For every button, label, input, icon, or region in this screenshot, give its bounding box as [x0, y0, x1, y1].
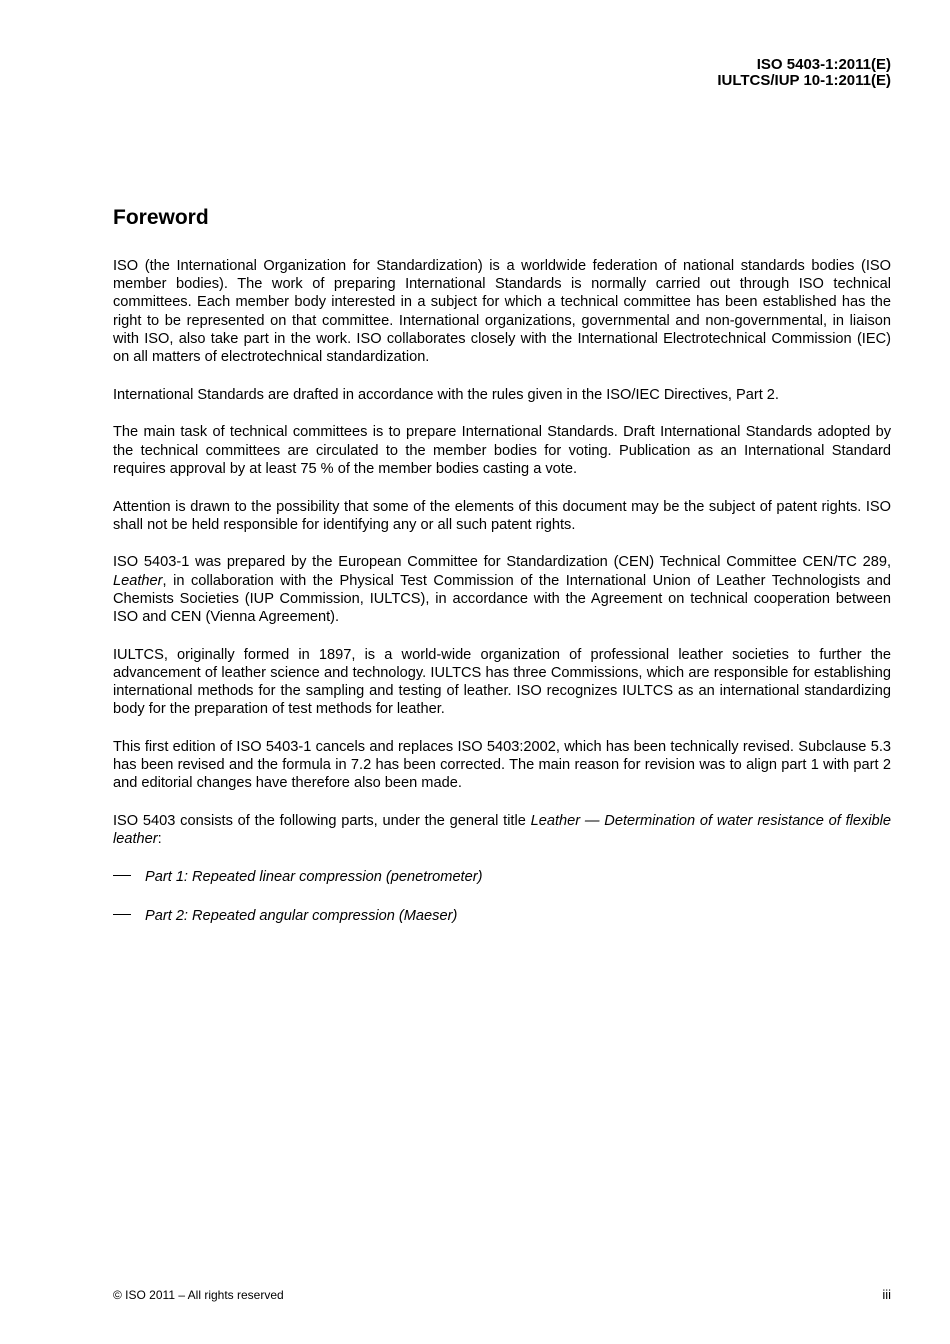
parts-intro-text-a: ISO 5403 consists of the following parts, under the general title [113, 813, 531, 830]
list-item [113, 907, 891, 925]
footer-copyright: © ISO 2011 – All rights reserved [113, 1288, 284, 1302]
em-dash-bullet [113, 907, 145, 925]
paragraph-iultcs: IULTCS, originally formed in 1897, is a world-wide organization of professional leather societies to further the advancement of leather science and technology. IULTCS has three Commissions, which are responsible for establishing international methods for the sampling and testing of leather. ISO recognizes IULTCS as an international standardizing body for the preparation of test methods for leather. [113, 646, 891, 718]
foreword-body [113, 257, 891, 945]
paragraph-iso-intro: ISO (the International Organization for Standardization) is a worldwide federation of national standards bodies (ISO member bodies). The work of preparing International Standards is normally carried out through ISO technical committees. Each member body interested in a subject for which a technical committee has been established has the right to be represented on that committee. International organizations, governmental and non-governmental, in liaison with ISO, also take part in the work. ISO collaborates closely with the International Electrotechnical Commission (IEC) on all matters of electrotechnical standardization. [113, 258, 891, 366]
parts-list [113, 868, 891, 925]
parts-intro-text-b: : [157, 831, 162, 848]
prepared-by-text-b: , in collaboration with the Physical Test Commission of the International Union of Leather Technologists and Chemists Societies (IUP Commission, IULTCS), in accordance with the Agreement on technical cooperation between ISO and CEN (Vienna Agreement). [113, 572, 891, 626]
parts-general-title: Leather — Determination of water resistance of flexible leather [113, 813, 891, 848]
page-title: Foreword [113, 206, 209, 229]
header-standard-number: ISO 5403-1:2011(E) [756, 56, 891, 73]
paragraph-prepared-by [113, 553, 891, 626]
paragraph-parts-intro [113, 812, 891, 848]
paragraph-committees: The main task of technical committees is to prepare International Standards. Draft International Standards adopted by the technical committees are circulated to the member bodies for voting. Publication as an International Standard requires approval by at least 75 % of the member bodies casting a vote. [113, 424, 891, 477]
prepared-by-text-a: ISO 5403-1 was prepared by the European Committee for Standardization (CEN) Technical Committee CEN/TC 289, [113, 554, 891, 571]
paragraph-edition: This first edition of ISO 5403-1 cancels and replaces ISO 5403:2002, which has been technically revised. Subclause 5.3 has been revised and the formula in 7.2 has been corrected. The main reason for revision was to align part 1 with part 2 and editorial changes have therefore also been made. [113, 739, 891, 792]
list-item [113, 868, 891, 886]
list-item-text: Part 1: Repeated linear compression (penetrometer) [145, 869, 483, 886]
em-dash-bullet [113, 868, 145, 886]
footer-page-number: iii [882, 1287, 891, 1302]
header-iultcs-number: IULTCS/IUP 10-1:2011(E) [717, 72, 891, 89]
paragraph-patent-rights: Attention is drawn to the possibility that some of the elements of this document may be the subject of patent rights. ISO shall not be held responsible for identifying any or all such patent rights. [113, 498, 891, 533]
document-header [717, 57, 891, 89]
prepared-by-committee-name: Leather [113, 572, 163, 589]
list-item-text: Part 2: Repeated angular compression (Maeser) [145, 907, 458, 924]
paragraph-directives: International Standards are drafted in accordance with the rules given in the ISO/IEC Directives, Part 2. [113, 386, 779, 403]
